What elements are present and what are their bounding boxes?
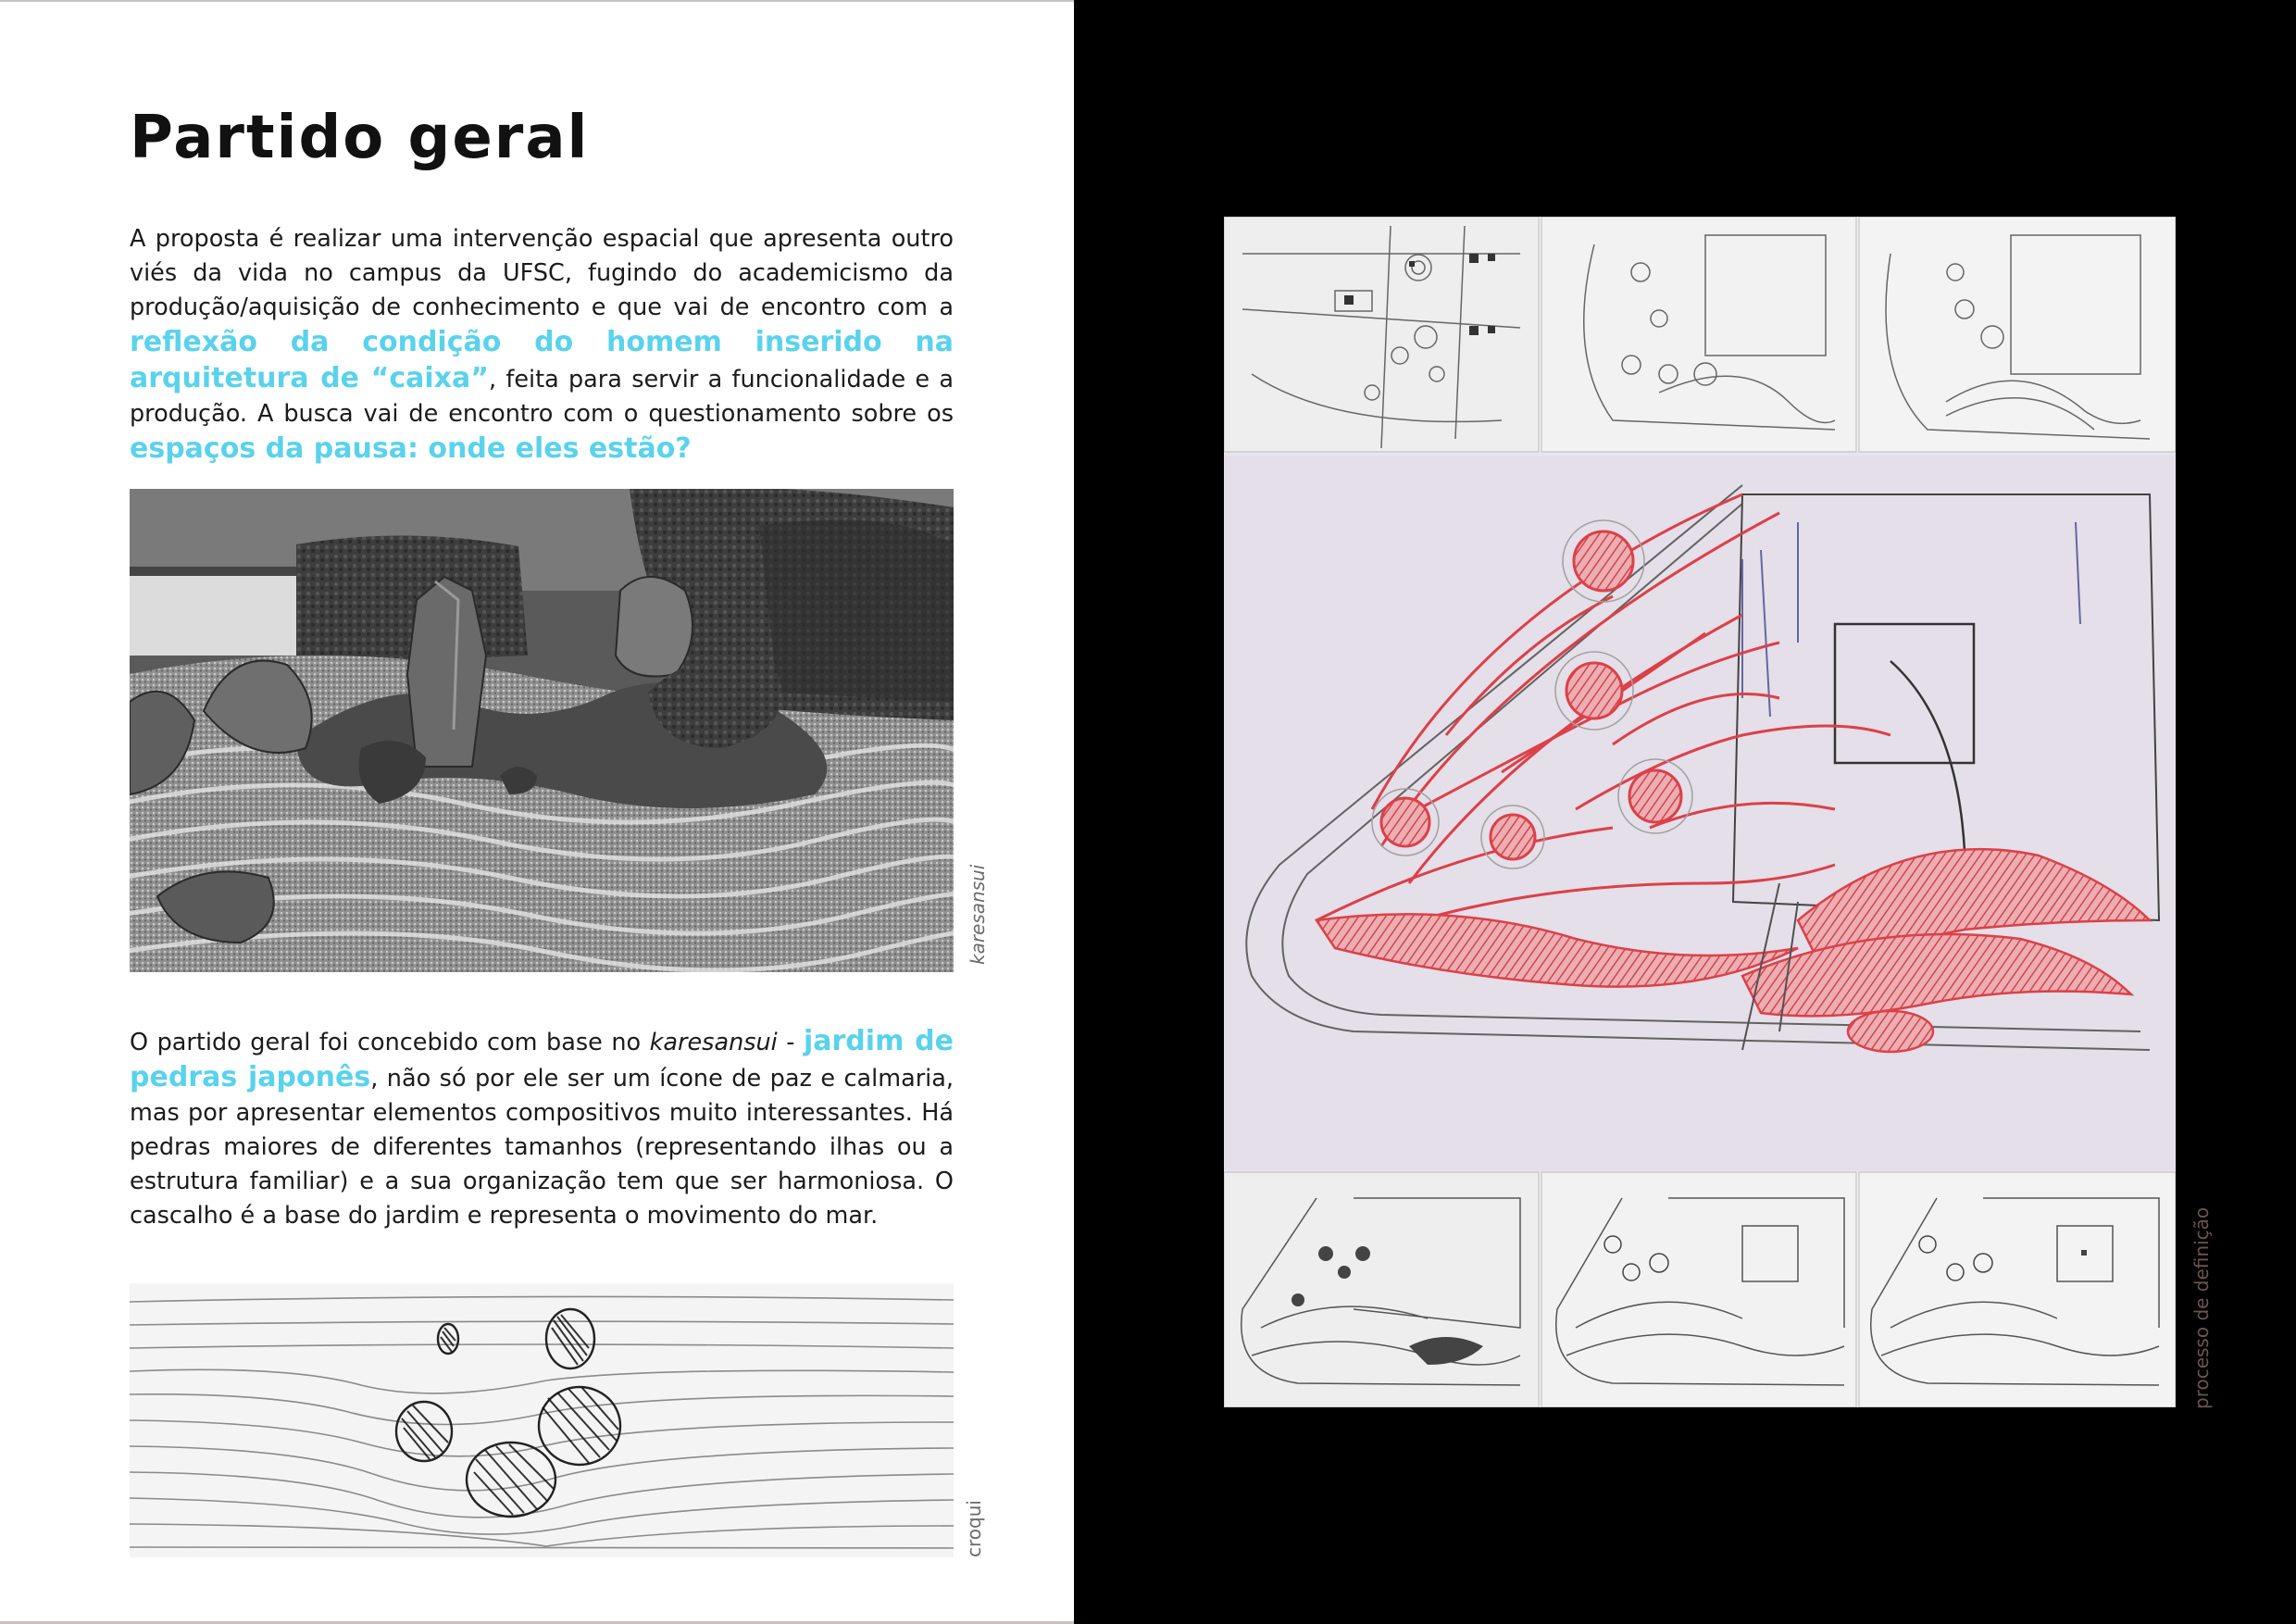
concept-paragraph — [130, 1024, 954, 1233]
croqui-sketch — [130, 1283, 954, 1557]
karesansui-photo-graphic — [130, 489, 954, 972]
thumbnail-strip-top — [1224, 217, 2176, 452]
intro-text-1: A proposta é realizar uma intervenção espacial que apresenta outro viés da vida no campus da UFSC, fugindo do academicismo da produção/aquisição de conhecimento e que vai de encontro com a — [130, 225, 954, 321]
croqui-sketch-graphic — [130, 1283, 954, 1557]
concept-italic-term: karesansui — [649, 1029, 778, 1056]
left-page — [0, 0, 1074, 1624]
concept-highlight: jardim de pedras japonês — [130, 1025, 954, 1093]
photo-caption: karesansui — [967, 864, 989, 965]
process-caption: processo de definição — [2190, 1206, 2213, 1409]
page-title: Partido geral — [130, 104, 590, 172]
intro-highlight-2: espaços da pausa: onde eles estão? — [130, 432, 692, 465]
concept-text-3: , não só por ele ser um ícone de paz e calmaria, mas por apresentar elementos compositivos muito interessantes. Há pedras maiores de diferentes tamanhos (representando ilhas ou a estrutura familiar) e a sua organização tem que ser harmoniosa. O cascalho é a base do jardim e representa o movimento do mar. — [130, 1065, 954, 1230]
intro-highlight-1: reflexão da condição do homem inserido na arquitetura de “caixa” — [130, 326, 954, 394]
process-sketch-graphic — [1224, 217, 2176, 1407]
intro-paragraph — [130, 222, 954, 468]
sketch-caption: croqui — [963, 1500, 985, 1557]
process-sketch-sheet — [1224, 217, 2176, 1407]
concept-text-2: - — [777, 1029, 804, 1056]
thumbnail-strip-bottom — [1224, 1172, 2176, 1407]
concept-text-1: O partido geral foi concebido com base no — [130, 1029, 650, 1056]
intro-text-2: , feita para servir a funcionalidade e a produção. A busca vai de encontro com o questionamento sobre os — [130, 366, 954, 428]
main-sketch — [1224, 456, 2176, 1170]
karesansui-photo — [130, 489, 954, 972]
